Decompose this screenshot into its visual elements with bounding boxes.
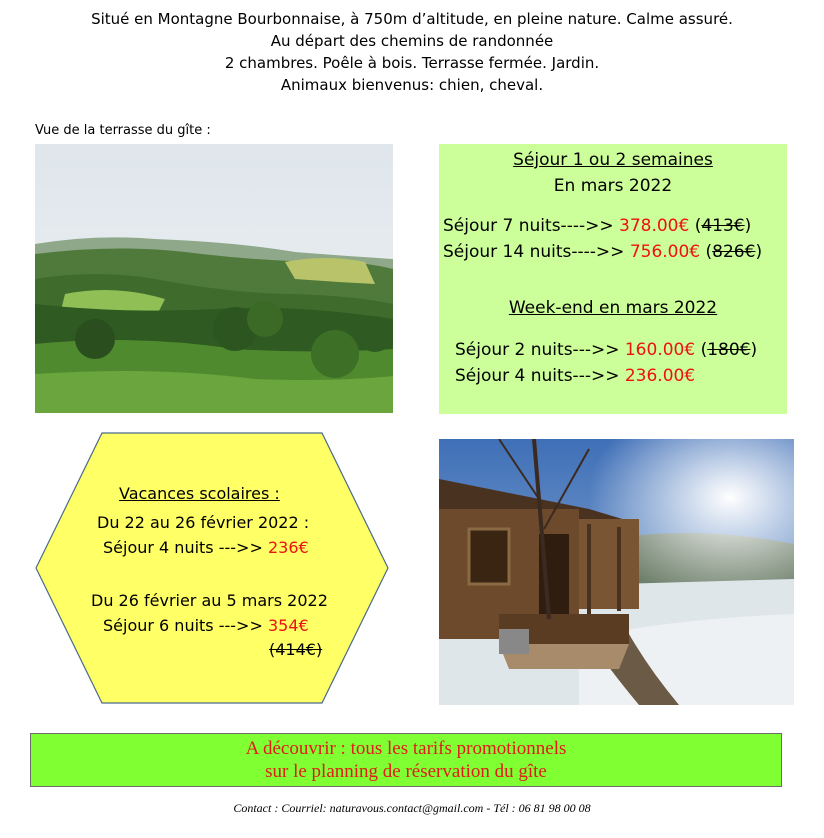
weekend-row-label: Séjour 4 nuits--->> — [455, 366, 625, 386]
intro-text — [0, 8, 824, 96]
contact-line: Contact : Courriel: naturavous.contact@gmail.com - Tél : 06 81 98 00 08 — [233, 801, 591, 815]
weekend-row — [455, 340, 757, 360]
stay-label: Séjour 4 nuits --->> — [103, 538, 268, 557]
weekend-row-label: Séjour 2 nuits--->> — [455, 340, 625, 360]
promo-banner — [30, 733, 782, 787]
stay-price: 354€ — [267, 616, 309, 635]
weekend-row — [455, 366, 695, 386]
weekend-row-old-price: 180€ — [707, 340, 751, 360]
stay-label: Séjour 6 nuits --->> — [103, 616, 268, 635]
price-box-heading: Séjour 1 ou 2 semaines — [513, 150, 713, 170]
price-row-price: 378.00€ — [619, 216, 690, 236]
intro-line-2: Au départ des chemins de randonnée — [270, 32, 554, 50]
weekend-row-paren-close: ) — [750, 340, 758, 360]
school-holidays-hexagon — [35, 432, 389, 704]
price-row-price: 756.00€ — [629, 242, 701, 262]
price-row-paren-open: ( — [700, 242, 713, 262]
weekend-row-price: 236.00€ — [624, 366, 696, 386]
price-row-label: Séjour 14 nuits---->> — [443, 242, 630, 262]
intro-line-3: 2 chambres. Poêle à bois. Terrasse fermée. Jardin. — [224, 54, 600, 72]
price-row — [443, 216, 751, 236]
school-holidays-period-2: Du 26 février au 5 mars 2022 — [91, 591, 328, 610]
price-row-paren-close: ) — [744, 216, 752, 236]
weekend-heading: Week-end en mars 2022 — [508, 298, 718, 318]
school-holidays-stay-2 — [103, 616, 309, 635]
promo-banner-line-2: sur le planning de réservation du gîte — [265, 761, 547, 782]
weekend-row-paren-open: ( — [695, 340, 708, 360]
photo-caption: Vue de la terrasse du gîte : — [35, 123, 211, 138]
price-row-paren-open: ( — [689, 216, 702, 236]
school-holidays-period-1: Du 22 au 26 février 2022 : — [97, 513, 310, 532]
price-box-subheading: En mars 2022 — [553, 176, 673, 196]
price-row-old-price: 826€ — [712, 242, 756, 262]
cabin-photo — [439, 439, 794, 705]
school-holidays-stay-1 — [103, 538, 309, 557]
intro-line-1: Situé en Montagne Bourbonnaise, à 750m d’altitude, en pleine nature. Calme assuré. — [91, 10, 733, 28]
school-holidays-heading: Vacances scolaires : — [119, 484, 280, 503]
promo-banner-line-1: A découvrir : tous les tarifs promotionnels — [245, 738, 567, 759]
price-row — [443, 242, 762, 262]
price-row-paren-close: ) — [755, 242, 763, 262]
price-box — [439, 144, 787, 414]
price-row-label: Séjour 7 nuits---->> — [443, 216, 619, 236]
school-holidays-old-price: (414€) — [269, 640, 323, 659]
stay-price: 236€ — [267, 538, 309, 557]
landscape-photo — [35, 144, 393, 413]
intro-line-4: Animaux bienvenus: chien, cheval. — [280, 76, 544, 94]
price-row-old-price: 413€ — [701, 216, 745, 236]
weekend-row-price: 160.00€ — [624, 340, 696, 360]
